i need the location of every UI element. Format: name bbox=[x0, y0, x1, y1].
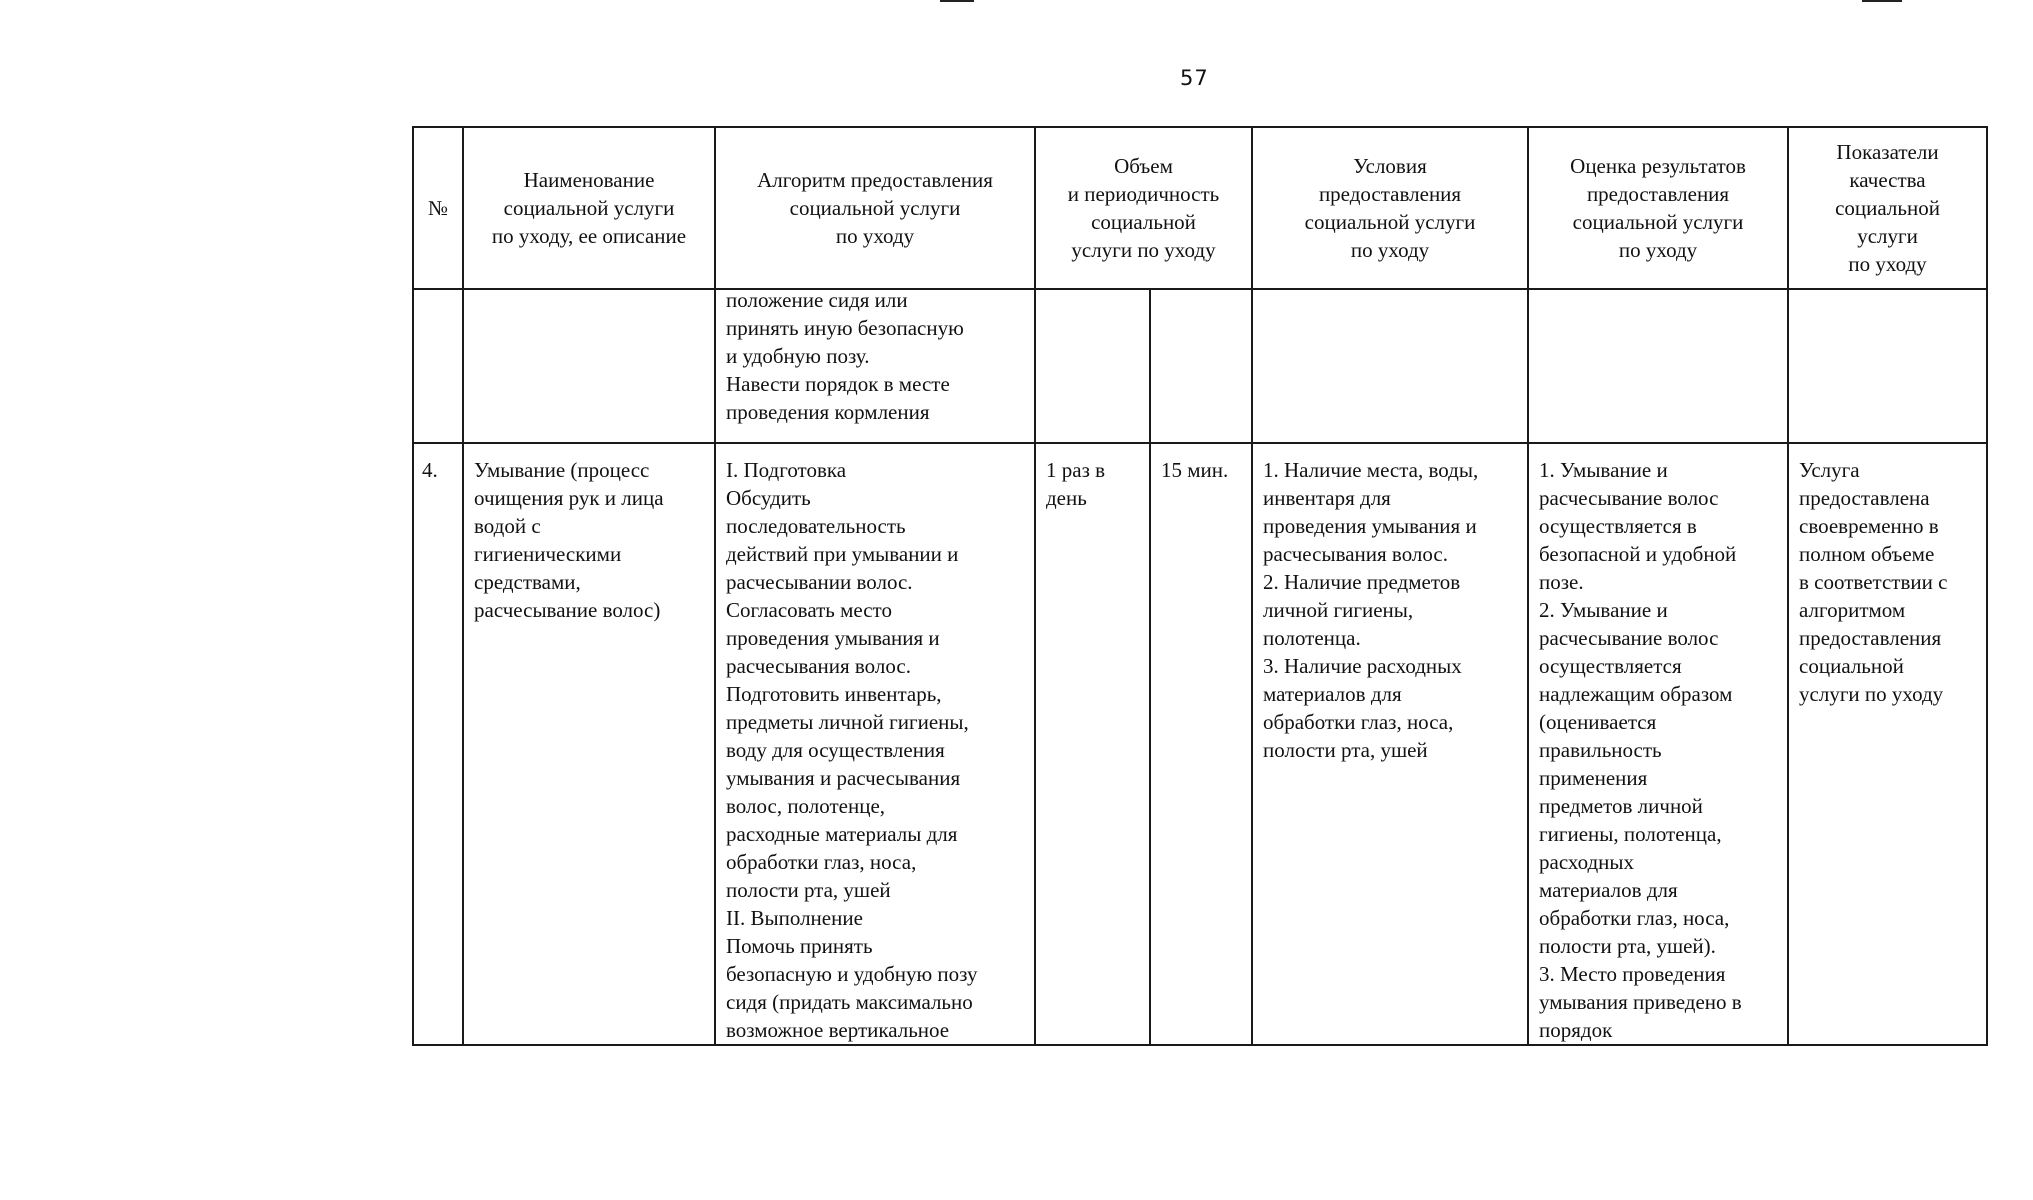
text-line: социальной услуги bbox=[1304, 210, 1476, 234]
scan-mark bbox=[940, 0, 974, 2]
text-line: Согласовать место bbox=[726, 598, 892, 622]
text-line: осуществляется в bbox=[1539, 514, 1697, 538]
text-line: инвентаря для bbox=[1263, 486, 1391, 510]
services-table bbox=[412, 126, 1988, 1046]
header-evaluation bbox=[1528, 127, 1788, 289]
text-line: социальной bbox=[1091, 210, 1196, 234]
cell-duration: 15 мин. bbox=[1150, 443, 1252, 1045]
text-line: безопасной и удобной bbox=[1539, 542, 1737, 566]
text-line: расчесывания волос. bbox=[726, 654, 911, 678]
text-line: проведения умывания и bbox=[1263, 514, 1477, 538]
text-line: и периодичность bbox=[1067, 182, 1220, 206]
text-line: Навести порядок в месте bbox=[726, 372, 950, 396]
text-line: II. Выполнение bbox=[726, 906, 863, 930]
text-line: расчесывании волос. bbox=[726, 570, 913, 594]
text-line: правильность bbox=[1539, 738, 1662, 762]
text-line: Алгоритм предоставления bbox=[757, 168, 993, 192]
text-line: 3. Наличие расходных bbox=[1263, 654, 1462, 678]
cell-duration bbox=[1150, 289, 1252, 443]
table-row bbox=[413, 289, 1987, 443]
text-line: социальной bbox=[1835, 196, 1940, 220]
text-line: надлежащим образом bbox=[1539, 682, 1733, 706]
text-line: применения bbox=[1539, 766, 1648, 790]
text-line: полости рта, ушей bbox=[1263, 738, 1428, 762]
text-line: обработки глаз, носа, bbox=[726, 850, 917, 874]
text-line: обработки глаз, носа, bbox=[1539, 906, 1730, 930]
text-line: расчесывание волос bbox=[1539, 486, 1719, 510]
text-line: предметов личной bbox=[1539, 794, 1703, 818]
text-line: социальной услуги bbox=[789, 196, 961, 220]
cell-number bbox=[413, 289, 463, 443]
text-line: умывания и расчесывания bbox=[726, 766, 961, 790]
cell-service-name bbox=[463, 289, 715, 443]
text-line: предметы личной гигиены, bbox=[726, 710, 969, 734]
cell-conditions bbox=[1252, 289, 1528, 443]
text-line: услуги bbox=[1857, 224, 1918, 248]
text-line: расходных bbox=[1539, 850, 1635, 874]
text-line: полости рта, ушей bbox=[726, 878, 891, 902]
scan-mark bbox=[1862, 0, 1902, 2]
text-line: качества bbox=[1849, 168, 1926, 192]
cell-number: 4. bbox=[413, 443, 463, 1045]
text-line: гигиеническими bbox=[474, 542, 622, 566]
text-line: по уходу, ее описание bbox=[491, 224, 687, 248]
text-line: 3. Место проведения bbox=[1539, 962, 1726, 986]
text-line: предоставления bbox=[1799, 626, 1942, 650]
text-line: социальной bbox=[1799, 654, 1904, 678]
cell-evaluation bbox=[1528, 443, 1788, 1045]
text-line: услуги по уходу bbox=[1799, 682, 1944, 706]
text-line: полотенца. bbox=[1263, 626, 1361, 650]
text-line: Обсудить bbox=[726, 486, 811, 510]
text-line: 1. Наличие места, воды, bbox=[1263, 458, 1479, 482]
cell-evaluation bbox=[1528, 289, 1788, 443]
text-line: волос, полотенце, bbox=[726, 794, 886, 818]
text-line: обработки глаз, носа, bbox=[1263, 710, 1454, 734]
text-line: Условия bbox=[1353, 154, 1427, 178]
text-line: последовательность bbox=[726, 514, 906, 538]
text-line: безопасную и удобную позу bbox=[726, 962, 978, 986]
text-line: очищения рук и лица bbox=[474, 486, 664, 510]
header-conditions bbox=[1252, 127, 1528, 289]
text-line: действий при умывании и bbox=[726, 542, 959, 566]
header-service-name bbox=[463, 127, 715, 289]
text-line: проведения кормления bbox=[726, 400, 930, 424]
text-line: позе. bbox=[1539, 570, 1584, 594]
text-line: социальной услуги bbox=[1572, 210, 1744, 234]
text-line: возможное вертикальное bbox=[726, 1018, 950, 1042]
text-line: по уходу bbox=[1618, 238, 1698, 262]
text-line: (оценивается bbox=[1539, 710, 1657, 734]
text-line: материалов для bbox=[1263, 682, 1402, 706]
page-number: 57 bbox=[1180, 66, 1209, 90]
header-volume bbox=[1035, 127, 1252, 289]
cell-service-name bbox=[463, 443, 715, 1045]
text-line: 2. Наличие предметов bbox=[1263, 570, 1461, 594]
text-line: в соответствии с bbox=[1799, 570, 1948, 594]
text-line: услуги по уходу bbox=[1071, 238, 1216, 262]
table-row bbox=[413, 443, 1987, 1045]
cell-algorithm bbox=[715, 289, 1035, 443]
text-line: предоставления bbox=[1586, 182, 1730, 206]
text-line: предоставления bbox=[1318, 182, 1462, 206]
header-quality bbox=[1788, 127, 1987, 289]
text-line: своевременно в bbox=[1799, 514, 1939, 538]
text-line: принять иную безопасную bbox=[726, 316, 964, 340]
text-line: порядок bbox=[1539, 1018, 1613, 1042]
text-line: по уходу bbox=[1848, 252, 1927, 276]
cell-quality bbox=[1788, 289, 1987, 443]
text-line: алгоритмом bbox=[1799, 598, 1906, 622]
text-line: 1. Умывание и bbox=[1539, 458, 1668, 482]
text-line: Подготовить инвентарь, bbox=[726, 682, 942, 706]
cell-algorithm bbox=[715, 443, 1035, 1045]
text-line: умывания приведено в bbox=[1539, 990, 1742, 1014]
text-line: I. Подготовка bbox=[726, 458, 847, 482]
text-line: расчесывание волос) bbox=[474, 598, 661, 622]
text-line: гигиены, полотенца, bbox=[1539, 822, 1722, 846]
text-line: положение сидя или bbox=[726, 288, 908, 312]
text-line: Показатели bbox=[1836, 140, 1939, 164]
cell-frequency bbox=[1035, 443, 1150, 1045]
text-line: Услуга bbox=[1799, 458, 1860, 482]
text-line: проведения умывания и bbox=[726, 626, 940, 650]
text-line: день bbox=[1046, 486, 1087, 510]
text-line: расходные материалы для bbox=[726, 822, 958, 846]
text-line: расчесывание волос bbox=[1539, 626, 1719, 650]
text-line: полости рта, ушей). bbox=[1539, 934, 1716, 958]
text-line: Помочь принять bbox=[726, 934, 873, 958]
text-line: материалов для bbox=[1539, 878, 1678, 902]
text-line: по уходу bbox=[1350, 238, 1430, 262]
text-line: водой с bbox=[474, 514, 541, 538]
text-line: предоставлена bbox=[1799, 486, 1930, 510]
cell-quality bbox=[1788, 443, 1987, 1045]
text-line: личной гигиены, bbox=[1263, 598, 1414, 622]
text-line: Оценка результатов bbox=[1570, 154, 1746, 178]
text-line: расчесывания волос. bbox=[1263, 542, 1448, 566]
text-line: средствами, bbox=[474, 570, 581, 594]
text-line: Наименование bbox=[523, 168, 655, 192]
text-line: сидя (придать максимально bbox=[726, 990, 973, 1014]
header-algorithm bbox=[715, 127, 1035, 289]
text-line: осуществляется bbox=[1539, 654, 1682, 678]
text-line: полном объеме bbox=[1799, 542, 1935, 566]
text-line: социальной услуги bbox=[503, 196, 675, 220]
text-line: Умывание (процесс bbox=[474, 458, 650, 482]
cell-frequency bbox=[1035, 289, 1150, 443]
cell-conditions bbox=[1252, 443, 1528, 1045]
text-line: 1 раз в bbox=[1046, 458, 1106, 482]
text-line: Объем bbox=[1114, 154, 1173, 178]
header-row bbox=[413, 127, 1987, 289]
text-line: воду для осуществления bbox=[726, 738, 945, 762]
text-line: 2. Умывание и bbox=[1539, 598, 1668, 622]
text-line: и удобную позу. bbox=[726, 344, 870, 368]
text-line: по уходу bbox=[835, 224, 915, 248]
header-number: № bbox=[413, 127, 463, 289]
